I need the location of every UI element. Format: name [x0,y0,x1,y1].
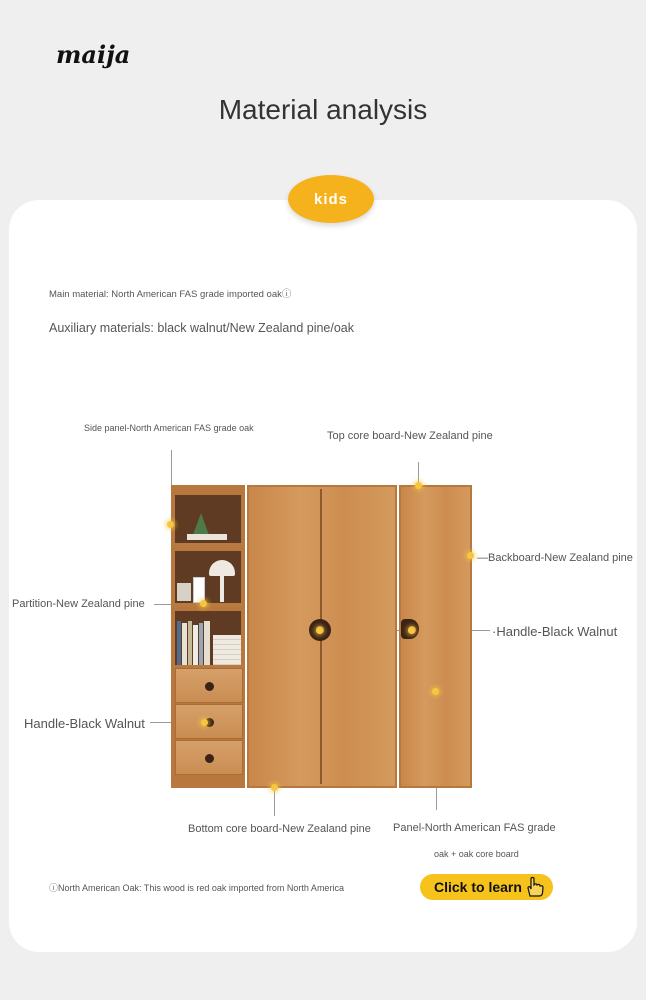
book-stack [213,635,241,665]
drawer-bottom [175,740,243,775]
label-handle-right: ·Handle-Black Walnut [492,624,618,639]
hotspot-dot [432,688,439,695]
hotspot-dot [167,521,174,528]
label-bottom-core: Bottom core board-New Zealand pine [188,823,371,835]
shelf-board [173,543,243,547]
hotspot-dot [271,784,278,791]
brand-logo: maija [56,40,131,69]
tray-decor [187,534,227,540]
drawer-top [175,668,243,703]
book [204,621,210,665]
box-decor [177,583,191,601]
label-top-core: Top core board-New Zealand pine [327,430,493,442]
hotspot-dot [467,552,474,559]
lamp-stand [220,576,224,602]
book [199,623,203,665]
hotspot-dot [200,600,207,607]
book [188,621,192,665]
label-backboard: —Backboard-New Zealand pine [477,552,633,564]
shelf-board [173,603,243,607]
label-handle-left: Handle-Black Walnut [24,716,145,731]
book [177,621,181,665]
label-side-panel: Side panel-North American FAS grade oak [84,423,254,433]
tree-decor-icon [193,513,209,535]
hotspot-dot [201,719,208,726]
pointing-hand-icon [523,875,547,899]
leader-bottom-core [274,788,275,816]
label-panel: Panel-North American FAS grade [393,822,556,834]
label-panel-sub: oak + oak core board [434,849,519,859]
book [182,623,187,665]
drawer-middle [175,704,243,739]
kids-badge: kids [288,175,374,223]
main-material-text: Main material: North American FAS grade imported oakⓘ [49,289,292,300]
auxiliary-material-text: Auxiliary materials: black walnut/New Zealand pine/oak [49,321,355,335]
click-to-learn-label: Click to learn [434,879,522,895]
click-to-learn-button[interactable] [420,874,553,900]
label-partition: Partition-New Zealand pine [12,598,145,610]
footnote-text: ⓘNorth American Oak: This wood is red oak imported from North America [49,883,344,893]
drawer-handle-icon [205,682,214,691]
book [193,625,198,665]
wardrobe-image [171,485,472,788]
hotspot-dot [316,627,323,634]
hotspot-dot [415,482,422,489]
hotspot-dot [408,627,415,634]
page-title: Material analysis [218,94,428,125]
drawer-handle-icon [205,754,214,763]
